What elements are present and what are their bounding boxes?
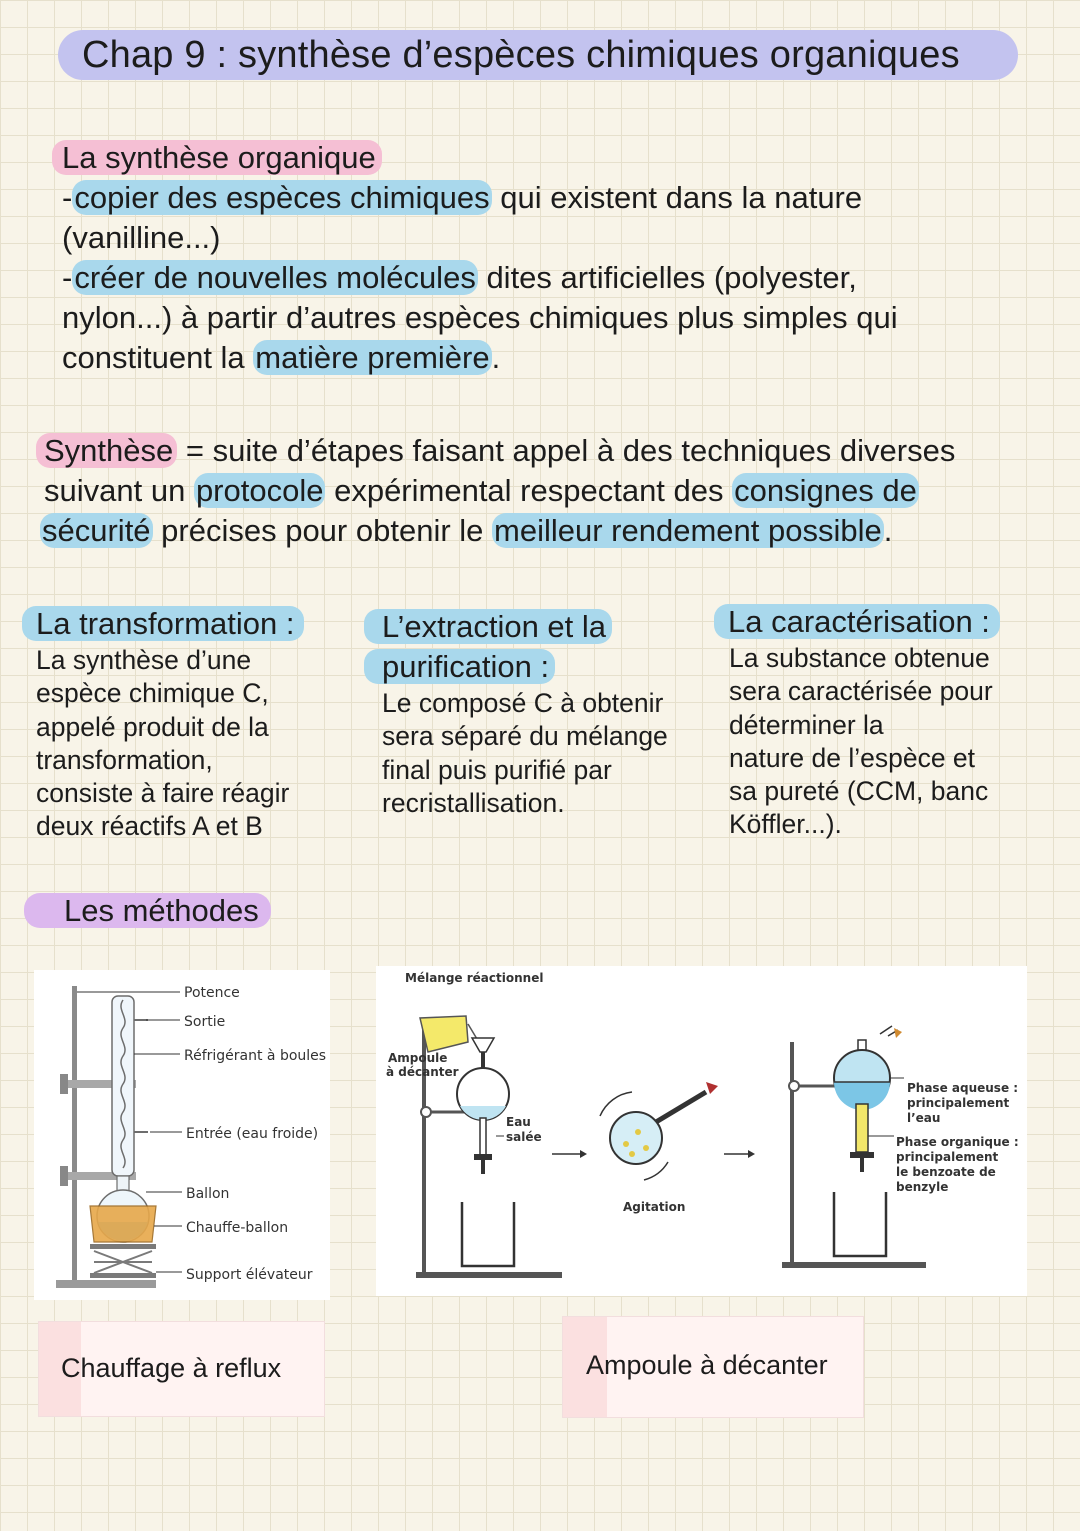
- label-chauffe-ballon: Chauffe-ballon: [186, 1220, 289, 1236]
- column-line: sera séparé du mélange: [382, 721, 668, 752]
- support-base: [56, 1280, 156, 1288]
- definition-text: précises pour obtenir le: [152, 513, 493, 548]
- jack-top: [90, 1244, 156, 1249]
- label-aqueuse-1: Phase aqueuse :: [907, 1081, 1019, 1095]
- intro-text: .: [491, 340, 501, 375]
- highlight-consignes: consignes de: [734, 473, 917, 508]
- label-aqueuse-3: l’eau: [907, 1111, 941, 1125]
- column-extraction: [364, 607, 694, 820]
- label-organique-3: le benzoate de: [896, 1165, 996, 1179]
- label-support: Support élévateur: [186, 1267, 313, 1283]
- intro-text: constituent la: [62, 340, 254, 375]
- column-line: La synthèse d’une: [36, 645, 252, 675]
- definition-line-1: [36, 431, 1076, 471]
- methods-heading: Les méthodes: [24, 893, 271, 928]
- highlight-copier: copier des espèces chimiques: [74, 180, 490, 215]
- funnel: [472, 1038, 494, 1052]
- definition-section: [36, 431, 1076, 551]
- stand-rod-2: [790, 1042, 794, 1266]
- column-line: deux réactifs A et B: [36, 811, 263, 842]
- label-organique-1: Phase organique :: [896, 1135, 1019, 1149]
- support-rod: [72, 986, 77, 1286]
- stand-base-2: [782, 1262, 926, 1268]
- label-organique-2: principalement: [896, 1150, 999, 1164]
- intro-line-4: nylon...) à partir d’autres espèces chimiques plus simples qui: [62, 300, 898, 335]
- definition-line-3: [36, 511, 1076, 551]
- organic-phase: [856, 1104, 868, 1152]
- highlight-matiere: matière première: [255, 340, 490, 375]
- definition-text: = suite d’étapes faisant appel à des techniques diverses: [177, 433, 956, 468]
- column-line: transformation,: [36, 744, 213, 775]
- label-melange: Mélange réactionnel: [405, 971, 544, 985]
- beaker-1: [462, 1202, 514, 1266]
- label-refrigerant: Réfrigérant à boules: [184, 1048, 327, 1064]
- caption-reflux: [38, 1321, 325, 1417]
- shaken-stem: [656, 1092, 706, 1122]
- clamp-top-knob: [60, 1074, 68, 1094]
- intro-heading: La synthèse organique: [52, 140, 382, 175]
- definition-text: expérimental respectant des: [325, 473, 733, 508]
- caption-reflux-text: Chauffage à reflux: [61, 1353, 282, 1383]
- label-organique-4: benzyle: [896, 1180, 949, 1194]
- column-line: Le composé C à obtenir: [382, 688, 664, 718]
- pouring-beaker: [420, 1016, 468, 1052]
- dash: -: [62, 260, 73, 295]
- caption-decant: [562, 1316, 864, 1418]
- column-line: final puis purifié par: [382, 754, 612, 785]
- label-salee: salée: [506, 1130, 542, 1144]
- intro-line-heading: [52, 138, 1052, 178]
- caption-decant-text: Ampoule à décanter: [586, 1350, 828, 1380]
- highlight-protocole: protocole: [195, 473, 324, 508]
- highlight-securite: sécurité: [42, 513, 151, 548]
- column-line: nature de l’espèce et: [729, 742, 976, 773]
- column-line: sa pureté (CCM, banc: [729, 776, 989, 807]
- methods-heading-row: [24, 891, 271, 931]
- label-eau: Eau: [506, 1115, 531, 1129]
- column-transformation: [22, 604, 342, 844]
- intro-text: qui existent dans la nature: [491, 180, 863, 215]
- column-line: espèce chimique C,: [36, 678, 269, 709]
- page-title: Chap 9 : synthèse d’espèces chimiques organiques: [58, 30, 1018, 80]
- intro-line-5: [52, 338, 1052, 378]
- highlight-rendement: meilleur rendement possible: [494, 513, 882, 548]
- intro-line-2: (vanilline...): [62, 220, 221, 255]
- label-ampoule-1: Ampoule: [388, 1051, 448, 1065]
- label-aqueuse-2: principalement: [907, 1096, 1010, 1110]
- definition-line-2: [36, 471, 1076, 511]
- column-caracterisation: [714, 602, 1044, 842]
- dash: -: [62, 180, 73, 215]
- reflux-figure: [34, 970, 330, 1300]
- condenser-outer: [112, 996, 134, 1176]
- jack-bottom: [90, 1273, 156, 1278]
- definition-text: .: [883, 513, 893, 548]
- intro-line-1: [52, 178, 1052, 218]
- column-title: La transformation :: [22, 606, 304, 641]
- column-line: appelé produit de la: [36, 711, 269, 742]
- highlight-creer: créer de nouvelles molécules: [74, 260, 476, 295]
- label-sortie: Sortie: [184, 1014, 226, 1030]
- column-line: consiste à faire réagir: [36, 778, 290, 809]
- intro-line-3: [52, 258, 1052, 298]
- shaken-funnel: [610, 1112, 662, 1164]
- definition-term: Synthèse: [36, 433, 177, 468]
- label-ampoule-2: à décanter: [386, 1065, 459, 1079]
- column-line: Köffler...).: [729, 809, 842, 840]
- column-title: L’extraction et la: [364, 609, 612, 644]
- stand-base-1: [416, 1272, 562, 1278]
- heater: [90, 1206, 156, 1242]
- decant-diagram: [376, 966, 1027, 1296]
- definition-text: suivant un: [44, 473, 194, 508]
- beaker-2: [834, 1192, 886, 1256]
- intro-text: dites artificielles (polyester,: [477, 260, 857, 295]
- reflux-diagram: [34, 970, 330, 1300]
- decant-figure: [376, 966, 1027, 1296]
- label-ballon: Ballon: [186, 1186, 230, 1202]
- column-title: La caractérisation :: [714, 604, 1000, 639]
- clamp-bottom-knob: [60, 1166, 68, 1186]
- column-line: sera caractérisée pour: [729, 676, 993, 707]
- label-potence: Potence: [184, 985, 240, 1001]
- column-title: purification :: [364, 649, 555, 684]
- label-agitation: Agitation: [623, 1200, 686, 1214]
- column-line: déterminer la: [729, 709, 884, 740]
- jack-scissor: [94, 1251, 152, 1273]
- intro-section: [52, 138, 1052, 378]
- column-line: recristallisation.: [382, 787, 565, 818]
- column-line: La substance obtenue: [729, 643, 990, 673]
- label-entree: Entrée (eau froide): [186, 1126, 319, 1142]
